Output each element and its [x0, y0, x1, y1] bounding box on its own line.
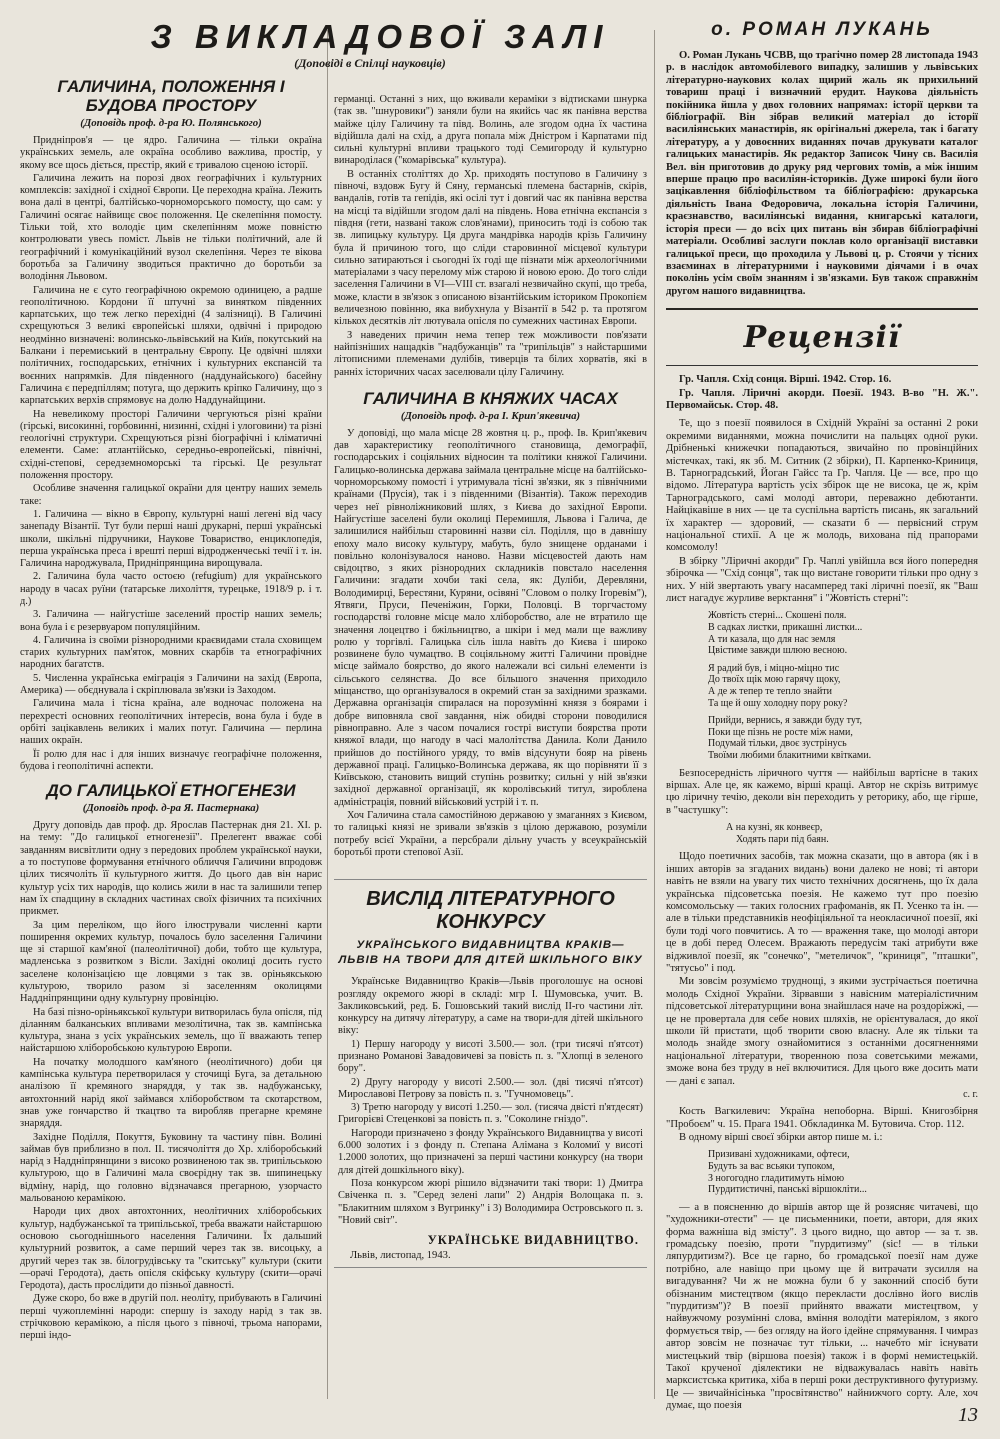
poem-line: Подумай тільки, двоє зустрінусь [708, 738, 847, 750]
poem-line: А ти казала, що для нас земля [708, 633, 836, 645]
poem-stanza [708, 663, 978, 709]
paragraph: 4. Галичина із своїми різнородними краєвидами стала сховищем старих культурних пам'яток, мовних скарбів та етнографічних народних багатств. [20, 634, 322, 671]
poem-line: А де ж тепер те тепло знайти [708, 686, 833, 697]
paragraph: Безпосередність ліричного чуття — найбільш вартісне в таких віршах. Але це, як кажемо, вірші кращі. Автор не скрізь витримує цю ліричну течію, деколи він переходить у реторику, або, ще гірше, в "частушку": [666, 767, 978, 816]
dateline: Львів, листопад, 1943. [350, 1250, 451, 1262]
review-heading: Кость Вагкилевич: Україна непоборна. Вірші. Книгозбірня "Пробоєм" ч. 15. Прага 1941. Обкладинка М. Бутовича. Стор. 112. [666, 1106, 978, 1130]
paragraph: У доповіді, що мала місце 28 жовтня ц. р., проф. Ів. Крип'якевич дав характеристику геополітичного становища, демографії, господарських і соціяльних відносин та політики княжої Галичини. Галицько-волинська держава займала центральне місце на балтійсько-чорноморському помості і утримувала тісні зв'язки, як з північними країнами (Прусія), так і з південними (Візантія). Також переходив через неї рівноліжниковий шлях, з Києва до західної Европи. Найгустіше заселені були околиці Перемишля, Львова і Галича, де залишилися найбільш старовинні назви сіл. Поділля, що в давнішу епоху мало високу культуру, мабуть, було знищене орданами і повільно колонізувалося наново. Назви місцевостей дають нам свідоцтво, з яких різнородних складників повстало населення Галичини: згадати хочби такі села, як: Дуліби, Деревляни, Володимирці, Берестяни, Куряни, осівяні "Словом о полку Ігоревім"), Ятвяги, Пруси, Печеніжин, Горки, Половці. В торгчастому господарстві головне місце мало хліборобство, але не втратило ще значення лоцецтво і бжільництво, а шкіри і мед мали ще важливу ролю у торгівлі. Галицька сіль ішла навіть до Києва і широко розвинене було чумацтво. В соціяльному житті Галичини провідне місце займало боярство, до якого належали всі сильні елементи із сільського селянства. До все більшого значення приходило міщанство, що організувалося в окремий стан за західними зразками. Державна організація спиралася на порозумінні князя з боярами і добре виповняла свої завдання, ніж обидві сторони поводилися рівноправно. Але з часом почалися гострі виступи боярства проти княжої влади, що нагоду в часі малолітства Данила. Коли Данило прийшов до постійного уряду, то вмів відсунути бояр на рівень державної праці. Галицько-Волинська держава, як що порівняти її з Київською, становить вищий ступінь розвитку; сильні у ній зв'язки західної державної організації, як королівський титул, зироблена адміністрація, повний військовий устрій і т. п. [334, 427, 647, 808]
paragraph: Ми зовсім розуміємо труднощі, з якими зустрічається поетична молодь Східної України. Зірвавши з навісним матеріалістичним підсоветської літературщини вона знайшлася наче на роздоріжжі, — це не провертала для себе нових шляхів, не орієнтувалася, до якої школи їй пристати, щоб творити свою власну. Але як тільки та молодь знайде змогу ознайомитися з останніми досягненнями національної літератури, творенною поза советськими межами, зможе вона без труду в неї включитися. Для цього вже досить мати — дані є запал. [666, 976, 978, 1087]
paragraph: Особливе значення галицької окраїни для центру наших земель таке: [20, 483, 322, 507]
paragraph: В останніх століттях до Хр. приходять поступово в Галичину з півночі, вздовж Бугу й Сяну, германські племена бастарнів, скірів, вандалів, готів та гепідів, які осілі тут і довгий час як панівна верства на місці та відійшли згодом далі на південь. Нова етнічна експансія з півдня (гети, названі також слов'янами), приносить тоді із собою так зв. липицьку культуру. Ця друга мандрівка народів крізь Галичину була й причиною того, що сліди старовинної місцевої культури сильно затираються і сьогодні їх годі ще пізнати між археологічними матеріалами з часу перелому між старою й новою ерою. До того сліди заселення Галичини в VI—VIII ст. взагалі незвичайно скупі, що треба, може, класти в зв'язок з описаною візантійським істориком Прокопієм величезною повінню, яка вибухнула у Візантії в 542 р. та протягом кількох десятків літ лютувала опісля по сумежних частинах Европи. [334, 168, 647, 328]
poem-line: А на кузні, як конвеєр, [726, 822, 823, 834]
poem-line: В садках листки, прикашні листки... [708, 622, 863, 634]
poem-line: Жовтість стерні... Скошені поля. [708, 610, 847, 622]
contest-subtitle: УКРАЇНСЬКОГО ВИДАВНИЦТВА КРАКІВ—ЛЬВІВ НА ТВОРИ ДЛЯ ДІТЕЙ ШКІЛЬНОГО ВІКУ [338, 939, 643, 967]
article-byline: (Доповідь проф. д-ра Ю. Полянського) [80, 117, 262, 129]
poem-line: Твоїми любими блакитними квітками. [708, 749, 872, 761]
poem-line: Поки ще пізнь не росте між нами, [708, 726, 853, 738]
article-title: ГАЛИЧИНА В КНЯЖИХ ЧАСАХ [363, 388, 618, 408]
paragraph: Дуже скоро, бо вже в другій пол. неоліту, прибувають в Галичині перші чужоплемінні народи: спершу із заходу нарід з так зв. стрічковою керамікою, а після цього з півночі, трьома напорами, перші індо- [20, 1293, 322, 1342]
column-3 [666, 18, 978, 1414]
article-title: ГАЛИЧИНА, ПОЛОЖЕННЯ І БУДОВА ПРОСТОРУ [57, 77, 285, 115]
paragraph: 1) Першу нагороду у висоті 3.500.— зол. (три тисячі п'ятсот) признано Романові Завадовичеві за повість п. з. "Хлопці в зеленого бору". [338, 1038, 643, 1075]
paragraph: На базі пізно-оріньякської культури витворилась була опісля, під діланням балканських впливами мезолітична, так зв. кампінська культура, знана з усіх українських земель, що її вважають тепер найстаршою хліборобською культурою Европи. [20, 1006, 322, 1055]
paragraph: З наведених причин нема тепер теж можливости пов'язати найпізніших нащадків "надбужанців" та "трипільців" з найстаршими літописними племенами дулібів, тиверців та білих хорватів, які в ранніх історичних часах заселювали цілу Галичину. [334, 329, 647, 378]
article-byline: (Доповідь проф. д-ра Я. Пастернака) [82, 802, 260, 815]
article-title: ДО ГАЛИЦЬКОЇ ЕТНОГЕНЕЗИ [46, 781, 296, 801]
section-subtitle: (Доповіді в Спілці науковців) [294, 56, 446, 70]
poem [726, 822, 978, 845]
reviews-heading: Рецензії [743, 320, 901, 356]
paragraph: Її ролю для нас і для інших визначує географічне положення, будова і геополітичні аспекти. [20, 748, 322, 772]
obituary-title: о. РОМАН ЛУКАНЬ [711, 19, 933, 40]
poem-line: Та ще й ошу холодну пору року? [708, 697, 848, 709]
paragraph: Другу доповідь дав проф. др. Ярослав Пастернак дня 21. XI. р. на тему: "До галицької етногенезії". Прелегент вважає собі завданням висвітлити одну з передових проблем української науки, а то поступове формування етнічного обличчя Галичини впродовж цілих тисячоліть її культурного життя. До цього дав він нарис культур усіх тих народів, що колись жили в нас та залишили тепер нам їх спадщину в складних частинах своїх фізичних та психічних прикмет. [20, 820, 322, 918]
paragraph: 2. Галичина була часто остоєю (refugium) для українського народу в часах руїни (татарське лихоліття, турецьке, 1918/9 р. і т. д.) [20, 571, 322, 607]
paragraph: В одному вірші своєї збірки автор пише м. і.: [679, 1131, 883, 1143]
review-heading: Гр. Чапля. Ліричні акорди. Поезії. 1943. В-во "Н. Ж.". Первомайськ. Стор. 48. [666, 387, 978, 411]
contest-title: ВИСЛІД ЛІТЕРАТУРНОГО КОНКУРСУ [366, 888, 615, 934]
poem [666, 610, 978, 761]
poem [708, 1149, 978, 1195]
poem-stanza [708, 610, 978, 656]
poem-line: Будуть за вас всьяки тупоком, [708, 1160, 835, 1172]
obituary-text: О. Роман Лукань ЧСВВ, що трагічно помер 28 листопада 1943 р. в наслідок автомобілевого випадку, залишив у львівських літературно-наукових колах щирий жаль як прихильний товариш праці і визначний ерудит. Наукова діяльність покійника йшла у двох головних напрямах: історії церкви та бібліографії. Він зібрав великий матеріал до історії василіянських манастирів, як орігінальні джерела, так і багату літературу, а у довоєнних виданнях почав друкувати каталог галицьких манастирів. Як редактор Записок Чину св. Василія Вел. він приготовив до друку ряд чергових томів, а між іншим вперше працю про василіян-істориків. Дуже широкі були його зацікавлення бібліофільством та бібліографією: друкарська діяльність Івана Федоровича, локальна історія Галичини, краєзнавство, василіянські видання, книгарські каталоги, історія преси — до всіх цих питань він збирав бібліографічні матеріали. Особливі заслуги поклав коло організації виставки галицької преси, що проходила у Львові ц. р. Стоячи у тісних взаєминах в літературними і науковими діячами і в очах поколінь усім своїм знанням і зв'язками. Був також справжнім другом нашого видавництва. [666, 50, 978, 297]
column-divider [327, 30, 328, 1399]
paragraph: 3) Третю нагороду у висоті 1.250.— зол. (тисяча двісті п'ятдесят) Григорієві Стеценкові за повість п. з. "Соколине гніздо". [338, 1102, 643, 1126]
paragraph: Українське Видавництво Краків—Львів проголошує на основі розгляду окремого жюрі в складі: мгр І. Шумовська, учит. В. Закликовський, ред. Б. Гошовський такий вислід II-го частини літ. конкурсу на дитячу літературу, а саме на твори-для дітей шкільного віку: [338, 976, 643, 1037]
poem-line: Ходять пари під баян. [736, 833, 829, 845]
section-title: З ВИКЛАДОВОЇ ЗАЛІ [150, 18, 610, 55]
paragraph: Народи цих двох автохтонних, неолітичних хліборобських культур, надбужанської та трипільської, треба вважати найстаршою основою сьогоднішнього населення Галичини. Їх дальший культурний розвиток, а саме перший через так зв. висоцьку, а другий через так зв. білогрудівську та "скитську" культури (скити—орачі Геродота), даєть опісля скіфську культуру (скити—орачі Геродота), дасть прослідити до пізньої давності. [20, 1206, 322, 1292]
poem-line: Я радий був, і міцно-міцно тис [708, 662, 840, 674]
column-divider [654, 30, 655, 1399]
article-body [334, 428, 647, 859]
poem-line: Пурдитистичні, панські віршокліти... [708, 1184, 867, 1196]
paragraph: За цим переліком, що його ілюстрували численні карти поширення окремих культур, почалось було заселення Галичини ще зі старшої кам'яної (палеолітичної) доби, тобто ще культура, мадленська з розвитком з Вісли. Західні околиці досить густо заселене колонізацією ще ловцями з так зв. оріньякською культурою, творило разом зі заселенням околицями Наддніпрянщини одну культурну провінцію. [20, 919, 322, 1005]
divider [666, 308, 978, 310]
poem-line: Призивані художниками, офтеси, [708, 1149, 850, 1161]
paragraph: Галичина лежить на порозі двох географічних і культурних комплексів: західної і східної Європи. Це переходна країна. Лежить вона далі в центрі, балтійсько-чорноморського помосту, що сам: у Галичині осягає найвищє своє положення. Це скелепіння помосту. Тільки той, хто володіє цим скелепінням може повністю контролювати увесь поміст. Львів не тільки політичний, але й географічний і комунікаційний вузол скелепіння. Через те вікова боротьба за Галичину зводиться практично до боротьби за володіння Львовом. [20, 172, 322, 283]
article-body [334, 169, 647, 379]
paragraph: Поза конкурсом жюрі рішило відзначити такі твори: 1) Дмитра Свіченка п. з. "Серед зелені лапи" 2) Андрія Волощака п. з. "Блакитним шляхом з Вугринку" і 3) Володимира Островського п. з. "Новий світ". [338, 1177, 643, 1226]
paragraph: 1. Галичина — вікно в Європу, культурні наші легені від часу занепаду Візантії. Тут були перші наші друкарні, перші українські школи, шкільні підручники, Наукове Товариство, енциклопедія, перша українська преса і врешті перші відродженчеські течії і т. ін. Галичина народжувала, Придніпрянщина вирощувала. [20, 508, 322, 570]
article-byline: (Доповідь проф. д-ра І. Крип'якевича) [400, 409, 581, 422]
paragraph: Те, що з поезії появилося в Східній Україні за останні 2 роки окремими виданнями, можна почислити на пальцях одної руки. Дрібненькі книжечки попадаються, звичайно по провінційних містечках, такі, як зб. М. Ситник (2 збірки), П. Карпенко-Криниця, В. Тарноградський, Йоган Гайсс та Гр. Чапля. Це — все, про що відомо. Література вартість усіх збірок ще не висока, це ж, крім Тарноградського, самі молоді автори, переважно дебютанти. Найцікавіше в них — це та суспільна вартість писань, як загальний їх характер — здоровий, — сказати б — первісний струм національної стихії. А це ж молодь, вихована під прапорами комсомолу! [666, 418, 978, 554]
poem-line: Цвістиме завжди шлюю весною. [708, 645, 848, 657]
paragraph: Хоч Галичина стала самостійною державою у змаганнях з Києвом, то галицькі князі не зривали зв'язків з цілою державою, розуміли потребу всієї України, а персбрали дільну участь у всеукраїнській боротьбі проти степової Азії. [334, 810, 647, 858]
paragraph: Нагороди призначено з фонду Українського Видавництва у висоті 6.000 золотих і з фонду п. Степана Алімана з Коломиї у висоті 1.2000 золотих, що призначені за перші частини конкурсу (на твори для дітей дошкільного віку). [338, 1127, 643, 1176]
page-number: 13 [958, 1404, 978, 1426]
poem-line: До твоїх щік мою гарячу щоку, [708, 674, 841, 686]
paragraph: Придніпров'я — це ядро. Галичина — тільки окраїна українських земель, але окраїна особливо важлива, простір, у якому все щось діється, прєстір, який є тривалою сценою історії. [20, 135, 322, 171]
review-signature: с. г. [963, 1089, 978, 1101]
review-heading: Гр. Чапля. Схід сонця. Вірші. 1942. Стор. 16. [679, 374, 892, 386]
paragraph: Галичина мала і тісна країна, але водночас положена на перехресті основних геополітичних інтересів, вона була і буде в орбіті зацікавлень великих і малих потуг. Галичина — перлина наших окраїн. [20, 698, 322, 747]
paragraph: 3. Галичина — найгустіше заселений простір наших земель; вона була і є резервуаром популяційним. [20, 609, 322, 633]
paragraph: Галичина не є суто географічною окремою одиницею, а радше геополітичною. Кордони її штучні за винятком південних карпатських, що теж легко перехідні (4 залізниці). В Галичині схрещуються 3 великі європейські шляхи, одвічні і природою неодмінно визначені: волинсько-львівський на Київ, покутський на Балкани і перемиський в центральну Європу. Це одвічні шляхи політичних, господарських, етнічних і культурних експансій та воєнних напрямків. Для південного (наддунайського) басейну Галичина є передпіллям; потуга, що держить кріпко Галичину, що з карпатських верхів спрямовує на долю Наддунайщини. [20, 284, 322, 407]
paragraph: — а в поясненню до віршів автор ще й розясняє читачеві, що "художники-отести" — це письменники, поети, автори, для яких форма важніша від змісту". З цього видно, що автор — за т. зв. громадську поезію, проти "пурдитизму" (sic! — в тільки ляпурдитизм?). Все це гарно, бо громадської поезії нам дуже потрібно, але навіщо при цьому ще й витрачати зусилля на вигадування? Чи ж не можна були б у законний спосіб бути обізнаним мистецтвом (якщо перекласти дослівно його вислів "пурдитизм")? В поезії прийнято вважати мистецтвом, у найвужчому розумінні слова, вміння володіти матеріялом, з якого формується твір, — без огляду на його ідейне спрямування. І чимраз автор зовсім не позначає тут тільки, ... начебто міг існувати мистецький твір (віршова поезія) також і в формі немистецькій. Такої крученої діялектики не відважувалась навіть навіть марксистська критика, хіба в перші роки деструктивного футуризму. Це — звичайнісінька "просвітянство" найнижчого сорту. Але, хоч думає, що поезія [666, 1201, 978, 1412]
poem-line: Прийди, вернись, я завжди буду тут, [708, 715, 862, 727]
paragraph: В збірку "Ліричні акорди" Гр. Чаплі увійшла вся його попередня збірочка — "Схід сонця", так що вистане говорити тільки про одну з них. У ній звертають увагу насамперед такі ліричні поезії, як "Ваш лист нагадує журливе верктання" і "Жовтість стерні": [666, 555, 978, 605]
paragraph: 5. Численна українська еміграція з Галичини на захід (Европа, Америка) — обєднувала і скріплювала зв'язки із Заходом. [20, 672, 322, 697]
publisher-signoff: УКРАЇНСЬКЕ ВИДАВНИЦТВО. [427, 1233, 639, 1248]
paragraph: На невеликому просторі Галичини чергуються різні країни (гірські, високинні, горбовинні, низинні, східні і улоговини) та різні геологічні структури. Схрещуються різні біогрaфічні і кліматичні елементи. Саме: атлантійсько, середньо-европейські, північні, східні-степові, середземноморські та гірські. Це результат положення простору. [20, 408, 322, 482]
article-body [20, 135, 322, 773]
contest-announcement [334, 879, 647, 1268]
paragraph: 2) Другу нагороду у висоті 2.500.— зол. (дві тисячі п'ятсот) Мирославові Петрову за повість п. з. "Гучномовець". [338, 1076, 643, 1100]
paragraph: На початку молодшого кам'яного (неолітичного) доби ця кампінська культура перетворилася у сточищі Буга, за детальною аналізою її кремяного знаряддя, у так зв. надбужанську, автохтонний нарід якої займався хліборобством та скотарством, знав уже гончарство й ткацтво та виробляв прегарне кремяне знаряддя. [20, 1056, 322, 1130]
poem-stanza [708, 715, 978, 761]
article-body [20, 820, 322, 1342]
article-body [338, 976, 643, 1227]
poem-line: З ногогодно гладитимуть німою [708, 1172, 845, 1184]
divider [666, 365, 978, 366]
paragraph: Західне Поділля, Покуття, Буковину та частину півн. Волині займав був приблизно в пол. II. тисячоліття до Хр. хліборобський нарід з Наддніпрянщини з високо розвиненою так зв. трипільською культурою, що в Галичині мала своєрідну так зв. шипинецьку відміну, нарід, що головно відзначався прегарною, узорчасто мальованою керамікою. [20, 1131, 322, 1205]
paragraph: Щодо поетичних засобів, так можна сказати, що в автора (як і в інших авторів за згаданих видань) вони далеко не нові; ті автори навіть не взяли на увагу тих чисто технічних досягнень, що їх дала українська підсоветська поезія. Не кажемо тут про поезію комсомольську — таких голосних графоманів, як П. Усенко та ін. — але в тільки представників неофіціяльної та неокласичної поезії, які були тоді чого повчитись. А то — враження таке, що молоді автори це в добі перед Олесем. Вражають передусім такі атрибути вже відживлої поезії, як "сонечко", "метеличок", "криниця", "пташки", "тятусьо" і под. [666, 851, 978, 975]
column-2 [334, 94, 647, 1268]
paragraph: германці. Останні з них, що вживали кераміки з відтисками шнурка (так зв. "шнуровики") заняли були на якийсь час як панівна верства майже цілу Галичину та півд. Волинь, але згодом одна їх частина відійшла далі на схід, а друга попала між Дністром і Карпатами під сильні культурні впливи трацького тоді Семигороду й культурно винароділася ("комарівська" культура). [334, 94, 647, 167]
